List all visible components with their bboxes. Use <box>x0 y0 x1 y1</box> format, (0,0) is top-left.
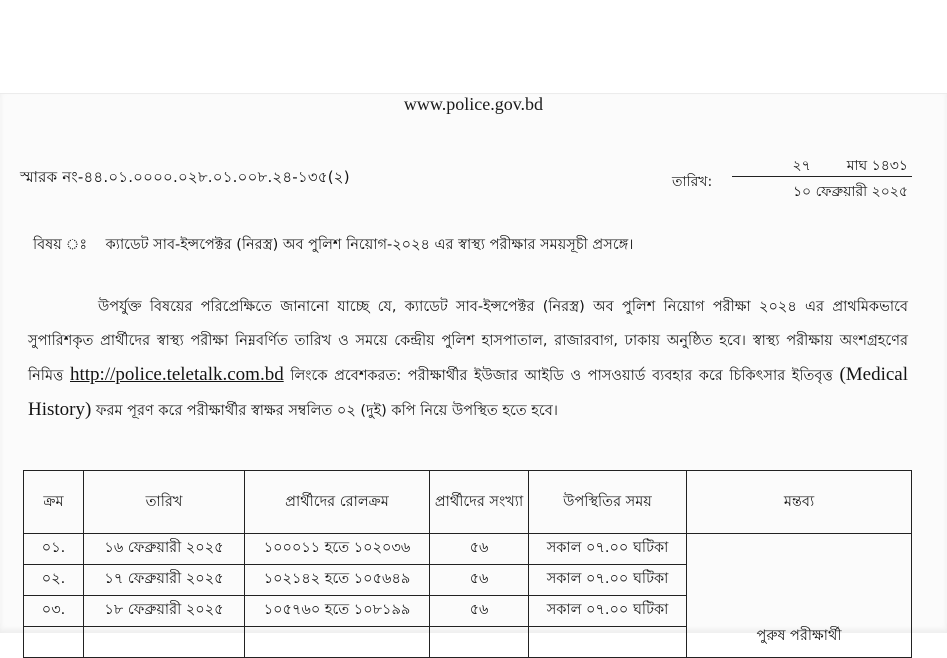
cell-roll-range: ১০২১৪২ হতে ১০৫৬৪৯ <box>245 565 430 596</box>
cell-count: ৫৬ <box>430 565 529 596</box>
header-date: তারিখ <box>84 471 245 534</box>
cell-serial: ০৩. <box>24 596 84 627</box>
teletalk-link[interactable]: http://police.teletalk.com.bd <box>70 364 284 385</box>
date-block <box>732 154 912 204</box>
cell-remark: পুরুষ পরীক্ষার্থী <box>687 534 912 658</box>
table-row <box>24 534 912 565</box>
subject-text: ক্যাডেট সাব-ইন্সপেক্টর (নিরস্ত্র) অব পুলিশ নিয়োগ-২০২৪ এর স্বাস্থ্য পরীক্ষার সময়সূচী প্রসঙ্গে। <box>105 237 634 253</box>
body-text-part3: ফরম পূরণ করে পরীক্ষার্থীর স্বাক্ষর সম্বলিত ০২ (দুই) কপি নিয়ে উপস্থিত হতে হবে। <box>91 403 558 419</box>
cell-roll-range: ১০০০১১ হতে ১০২০৩৬ <box>245 534 430 565</box>
medical-history-term: (Medical History) <box>28 364 909 420</box>
schedule-table <box>23 470 912 658</box>
blank-top-area <box>0 0 947 93</box>
cell-time: সকাল ০৭.০০ ঘটিকা <box>529 565 687 596</box>
bangla-month-year: মাঘ ১৪৩১ <box>846 158 908 174</box>
body-text-part2: লিংকে প্রবেশকরত: পরীক্ষার্থীর ইউজার আইডি ও পাসওয়ার্ড ব্যবহার করে চিকিৎসার ইতিবৃত্ত <box>283 368 840 384</box>
header-time: উপস্থিতির সময় <box>529 471 687 534</box>
cell-empty <box>430 627 529 658</box>
table-header-row <box>24 471 912 534</box>
cell-time: সকাল ০৭.০০ ঘটিকা <box>529 596 687 627</box>
cell-serial: ০২. <box>24 565 84 596</box>
cell-empty <box>24 627 84 658</box>
gregorian-date: ১০ ফেব্রুয়ারী ২০২৫ <box>792 184 908 200</box>
website-header: www.police.gov.bd <box>403 94 544 114</box>
header-remark: মন্তব্য <box>687 471 912 534</box>
cell-empty <box>84 627 245 658</box>
cell-roll-range: ১০৫৭৬০ হতে ১০৮১৯৯ <box>245 596 430 627</box>
bangla-day: ২৭ <box>792 158 811 174</box>
header-roll-range: প্রার্থীদের রোলক্রম <box>245 471 430 534</box>
header-count: প্রার্থীদের সংখ্যা <box>430 471 529 534</box>
cell-count: ৫৬ <box>430 534 529 565</box>
body-text-part1: উপর্যুক্ত বিষয়ের পরিপ্রেক্ষিতে জানানো যাচ্ছে যে, ক্যাডেট সাব-ইন্সপেক্টর (নিরস্ত্র) অব পুলিশ নিয়োগ পরীক্ষা ২০২৪ এর প্রাথমিকভাবে সুপারিশকৃত প্রার্থীদের স্বাস্থ্য পরীক্ষা নিম্নবর্ণিত তারিখ ও সময়ে কেন্দ্রীয় পুলিশ হাসপাতাল, রাজারবাগ, ঢাকায় অনুষ্ঠিত হবে। স্বাস্থ্য পরীক্ষায় অংশগ্রহণের নিমিত্ত <box>28 299 908 384</box>
document-page <box>0 93 947 644</box>
body-paragraph <box>28 290 908 428</box>
subject-line <box>33 234 633 258</box>
cell-empty <box>245 627 430 658</box>
cell-count: ৫৬ <box>430 596 529 627</box>
cell-time: সকাল ০৭.০০ ঘটিকা <box>529 534 687 565</box>
memo-number: স্মারক নং-৪৪.০১.০০০০.০২৮.০১.০০৮.২৪-১৩৫(২) <box>20 168 350 186</box>
cell-date: ১৮ ফেব্রুয়ারী ২০২৫ <box>84 596 245 627</box>
date-label: তারিখ: <box>672 174 713 190</box>
cell-serial: ০১. <box>24 534 84 565</box>
cell-date: ১৬ ফেব্রুয়ারী ২০২৫ <box>84 534 245 565</box>
cell-date: ১৭ ফেব্রুয়ারী ২০২৫ <box>84 565 245 596</box>
date-divider <box>732 176 912 177</box>
subject-label: বিষয় ঃ <box>33 237 88 253</box>
header-serial: ক্রম <box>24 471 84 534</box>
cell-empty <box>529 627 687 658</box>
bangla-date <box>732 154 912 174</box>
